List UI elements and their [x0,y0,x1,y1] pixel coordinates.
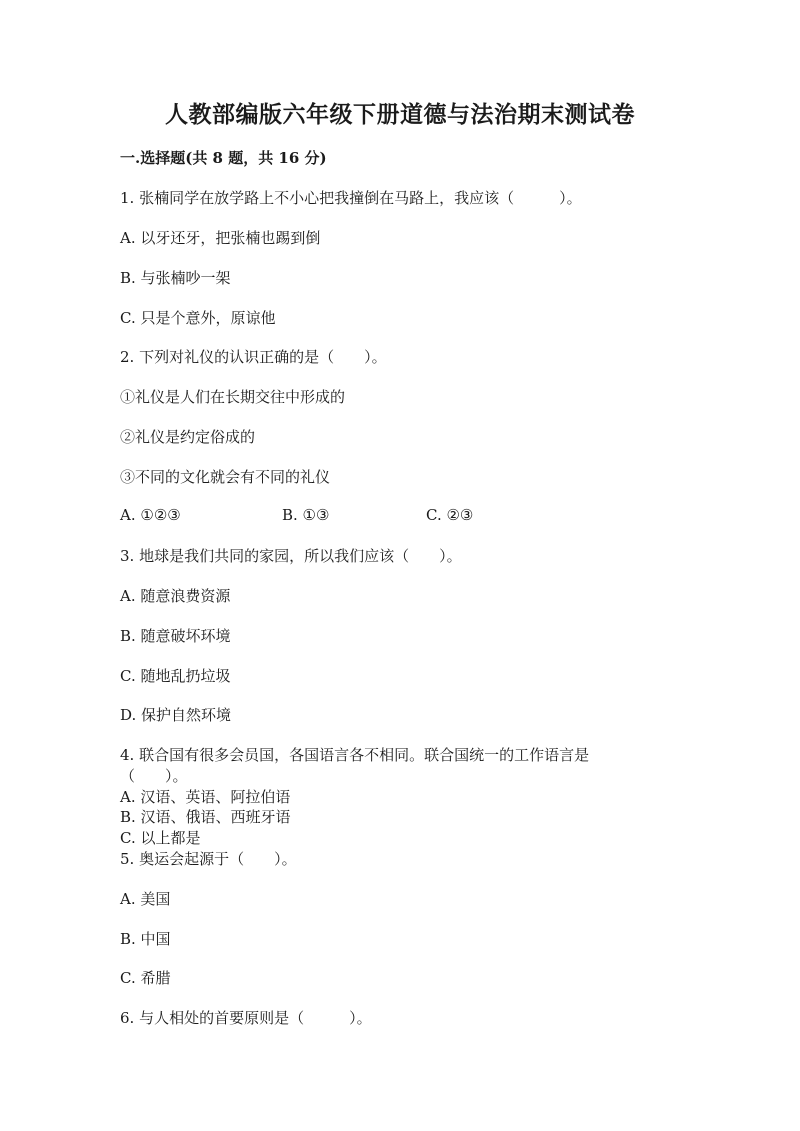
question-1-option-c: C. 只是个意外，原谅他 [120,309,276,327]
question-2-statement-1: ①礼仪是人们在长期交往中形成的 [120,388,346,406]
question-3-option-c: C. 随地乱扔垃圾 [120,667,231,685]
question-1-option-a: A. 以牙还牙，把张楠也踢到倒 [120,229,321,247]
question-5-option-a: A. 美国 [120,890,171,908]
question-3-option-a: A. 随意浪费资源 [120,587,231,605]
question-2-option-b: B. ①③ [282,506,330,524]
question-4-option-c: C. 以上都是 [120,829,201,847]
question-2-statement-3: ③不同的文化就会有不同的礼仪 [120,468,331,486]
question-4-option-b: B. 汉语、俄语、西班牙语 [120,808,291,826]
question-2-option-a: A. ①②③ [120,506,181,524]
question-2-stem: 2. 下列对礼仪的认识正确的是（ ）。 [120,348,387,366]
question-5-option-c: C. 希腊 [120,969,171,987]
question-1-stem: 1. 张楠同学在放学路上不小心把我撞倒在马路上，我应该（ ）。 [120,189,582,207]
question-3-option-d: D. 保护自然环境 [120,706,232,724]
exam-title: 人教部编版六年级下册道德与法治期末测试卷 [165,101,635,128]
question-4-option-a: A. 汉语、英语、阿拉伯语 [120,788,291,806]
question-2-option-c: C. ②③ [426,506,474,524]
question-6-stem: 6. 与人相处的首要原则是（ ）。 [120,1009,372,1027]
question-3-stem: 3. 地球是我们共同的家园，所以我们应该（ ）。 [120,547,462,565]
question-4-stem-line-1: 4. 联合国有很多会员国，各国语言各不相同。联合国统一的工作语言是 [120,746,590,764]
section-heading: 一.选择题(共 8 题，共 16 分) [120,149,327,167]
question-5-stem: 5. 奥运会起源于（ ）。 [120,850,297,868]
question-5-option-b: B. 中国 [120,930,171,948]
question-1-option-b: B. 与张楠吵一架 [120,269,231,287]
question-2-statement-2: ②礼仪是约定俗成的 [120,428,256,446]
question-4-stem-line-2: （ ）。 [120,767,188,785]
question-3-option-b: B. 随意破坏环境 [120,627,231,645]
